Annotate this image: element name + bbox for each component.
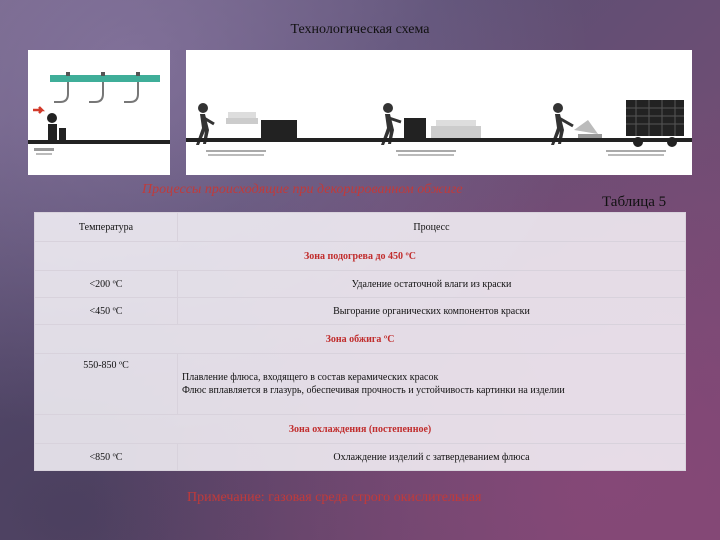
conveyor-icon [50, 75, 160, 82]
decoration-line-diagram [28, 50, 170, 175]
table-row [35, 271, 686, 298]
page-title: Технологическая схема [290, 22, 430, 37]
temperature-cell: 550-850 ºС [35, 354, 178, 415]
process-diagram-left [28, 50, 170, 175]
zone-row-firing [35, 325, 686, 354]
table-row [35, 444, 686, 471]
zone-label: Зона обжига ºС [35, 325, 686, 354]
zone-label: Зона охлаждения (постепенное) [35, 415, 686, 444]
section-heading: Процессы происходящие при декорированном обжиге [142, 182, 463, 197]
floor-line [28, 140, 170, 144]
zone-row-cooling [35, 415, 686, 444]
process-line: Флюс вплавляется в глазурь, обеспечивая прочность и устойчивость картинки на изделии [182, 385, 565, 396]
temperature-cell: <850 ºС [35, 444, 178, 471]
worker-icon [47, 113, 66, 140]
table-row [35, 298, 686, 325]
cart-icon [574, 120, 602, 138]
header-temperature: Температура [35, 213, 178, 242]
firing-process-table [34, 212, 686, 471]
floor-line [186, 138, 692, 142]
temperature-cell: <200 ºС [35, 271, 178, 298]
arrow-icon [33, 107, 42, 113]
table-header-row [35, 213, 686, 242]
table-number: Таблица 5 [602, 194, 667, 210]
zone-label: Зона подогрева до 450 ºС [35, 242, 686, 271]
ware-stack [226, 112, 297, 138]
footnote: Примечание: газовая среда строго окислительная [187, 490, 482, 505]
table-row [35, 354, 686, 415]
ware-stack [404, 118, 481, 138]
process-cell [178, 354, 686, 415]
header-process: Процесс [178, 213, 686, 242]
process-cell: Выгорание органических компонентов краски [178, 298, 686, 325]
process-cell: Охлаждение изделий с затвердеванием флюса [178, 444, 686, 471]
firing-line-diagram [186, 50, 692, 175]
hanger-icons [54, 82, 138, 102]
temperature-cell: <450 ºС [35, 298, 178, 325]
zone-row-preheat [35, 242, 686, 271]
process-diagram-right [186, 50, 692, 175]
process-line: Плавление флюса, входящего в состав керамических красок [182, 372, 439, 383]
process-cell: Удаление остаточной влаги из краски [178, 271, 686, 298]
